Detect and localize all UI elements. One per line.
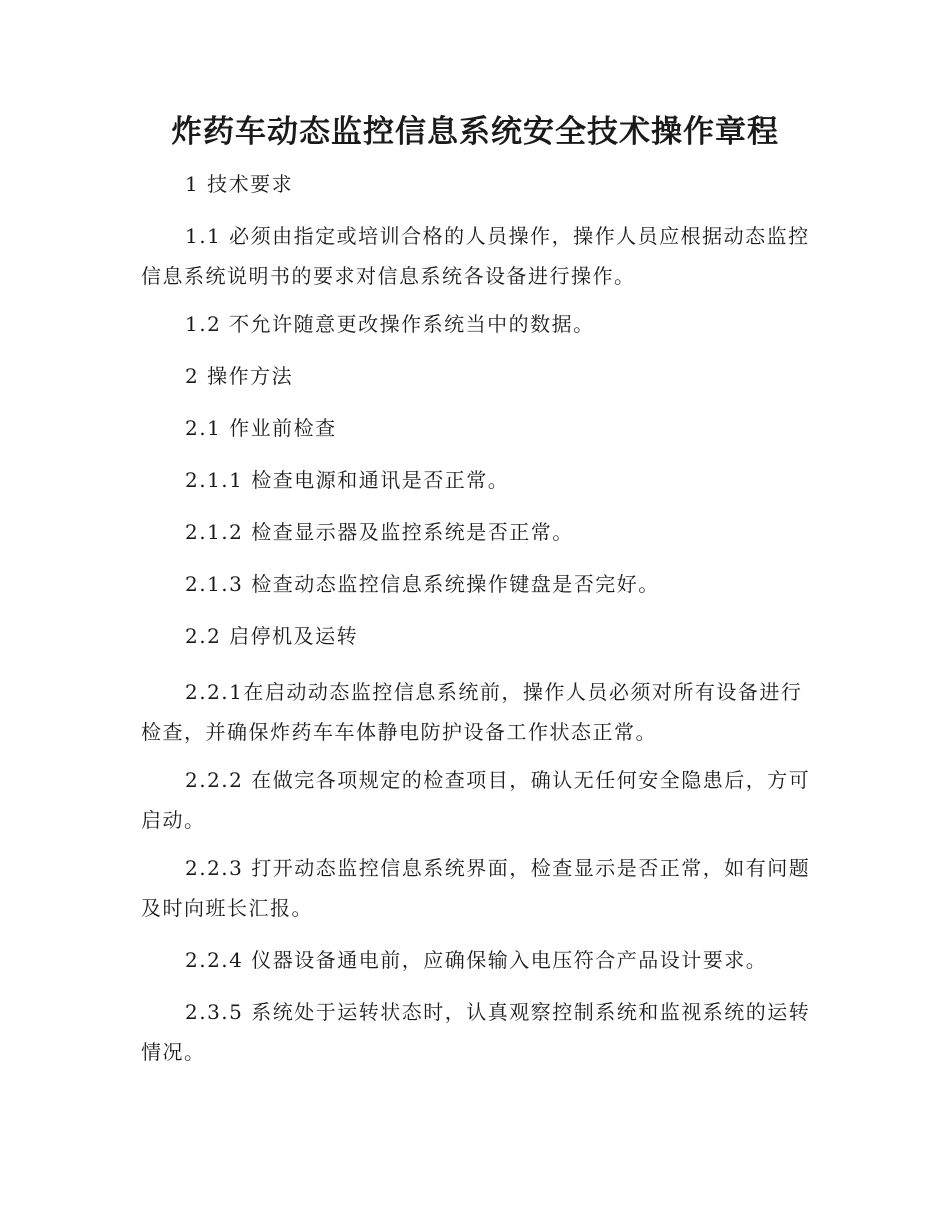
paragraph-2-1-1: 2.1.1 检查电源和通讯是否正常。 — [185, 468, 510, 492]
subsection-heading-2-2: 2.2 启停机及运转 — [185, 624, 359, 648]
paragraph-2-1-2: 2.1.2 检查显示器及监控系统是否正常。 — [185, 520, 574, 544]
paragraph-1-1: 1.1 必须由指定或培训合格的人员操作，操作人员应根据动态监控信息系统说明书的要求对信息系统各设备进行操作。 — [141, 224, 810, 288]
paragraph-2-2-3: 2.2.3 打开动态监控信息系统界面，检查显示是否正常，如有问题及时向班长汇报。 — [141, 856, 811, 920]
paragraph-2-1-3: 2.1.3 检查动态监控信息系统操作键盘是否完好。 — [185, 572, 660, 596]
paragraph-2-2-1: 2.2.1在启动动态监控信息系统前，操作人员必须对所有设备进行检查，并确保炸药车车体静电防护设备工作状态正常。 — [141, 680, 803, 744]
section-heading-1: 1 技术要求 — [185, 172, 294, 196]
document-title: 炸药车动态监控信息系统安全技术操作章程 — [171, 114, 779, 150]
paragraph-2-2-4: 2.2.4 仪器设备通电前，应确保输入电压符合产品设计要求。 — [185, 948, 768, 972]
paragraph-1-2: 1.2 不允许随意更改操作系统当中的数据。 — [185, 312, 595, 336]
subsection-heading-2-1: 2.1 作业前检查 — [185, 416, 337, 440]
section-heading-2: 2 操作方法 — [185, 364, 294, 388]
paragraph-2-3-5: 2.3.5 系统处于运转状态时，认真观察控制系统和监视系统的运转情况。 — [141, 1000, 811, 1064]
paragraph-2-2-2: 2.2.2 在做完各项规定的检查项目，确认无任何安全隐患后，方可启动。 — [141, 768, 811, 832]
